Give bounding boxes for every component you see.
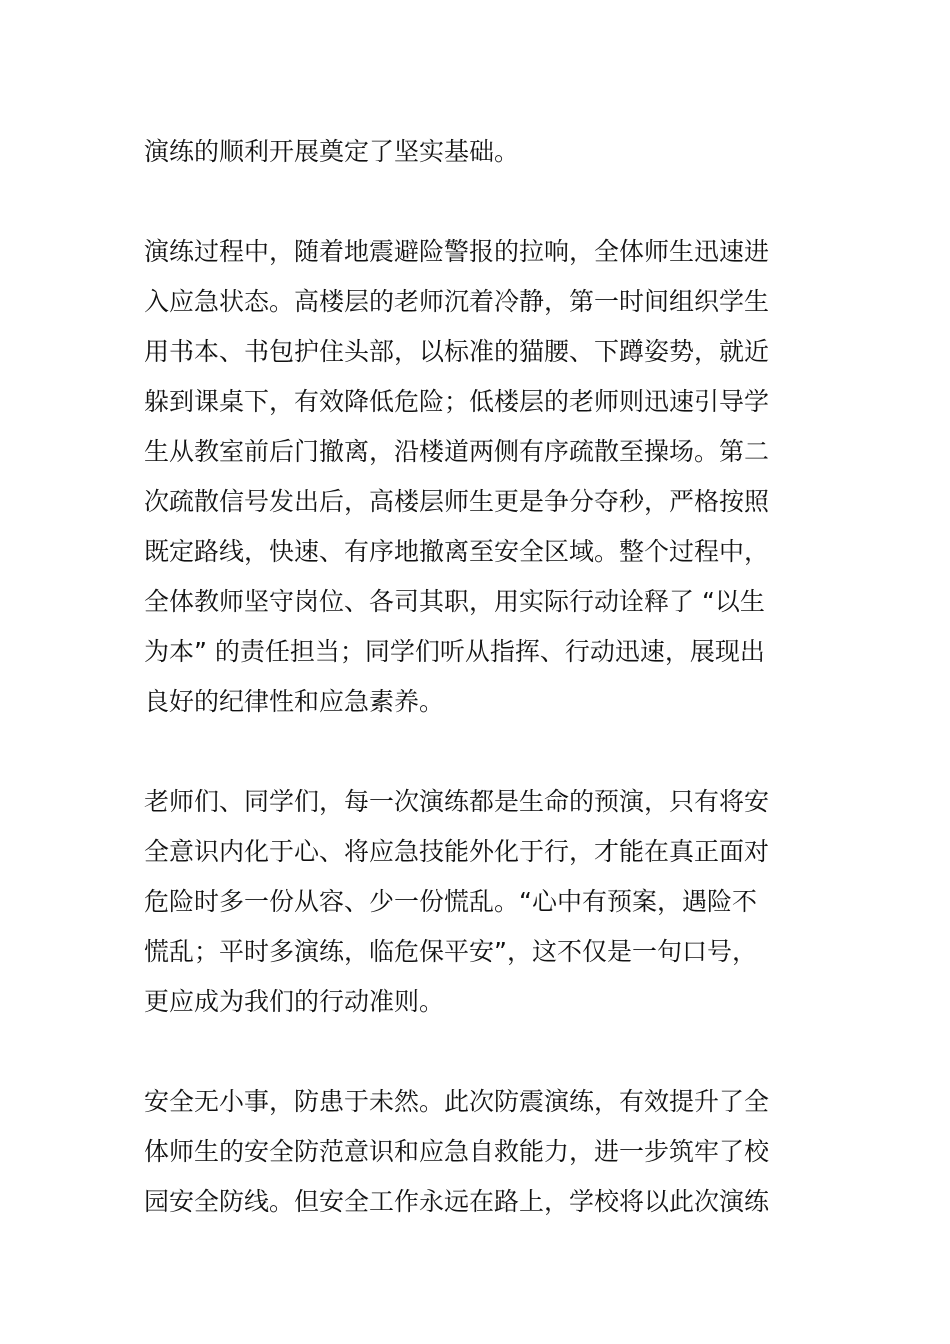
text-line: 老师们、同学们，每一次演练都是生命的预演，只有将安	[144, 787, 770, 816]
paragraph-4	[144, 1077, 808, 1227]
text-line: 演练的顺利开展奠定了坚实基础。	[144, 137, 520, 166]
text-line: 既定路线，快速、有序地撤离至安全区域。整个过程中，	[144, 537, 770, 566]
text-line: 入应急状态。高楼层的老师沉着冷静，第一时间组织学生	[144, 287, 770, 316]
text-line: 躲到课桌下，有效降低危险；低楼层的老师则迅速引导学	[144, 387, 770, 416]
text-line: 全意识内化于心、将应急技能外化于行，才能在真正面对	[144, 837, 770, 866]
paragraph-2	[144, 227, 808, 727]
paragraph-1	[144, 127, 808, 177]
text-line: 演练过程中，随着地震避险警报的拉响，全体师生迅速进	[144, 237, 770, 266]
text-line: 园安全防线。但安全工作永远在路上，学校将以此次演练	[144, 1187, 770, 1216]
text-line: 更应成为我们的行动准则。	[144, 987, 445, 1016]
text-line: 全体教师坚守岗位、各司其职，用实际行动诠释了 “以生	[144, 587, 765, 616]
paragraph-3	[144, 777, 808, 1027]
text-line: 用书本、书包护住头部，以标准的猫腰、下蹲姿势，就近	[144, 337, 770, 366]
document-body	[144, 127, 808, 1277]
text-line: 危险时多一份从容、少一份慌乱。“心中有预案，遇险不	[144, 887, 757, 916]
text-line: 体师生的安全防范意识和应急自救能力，进一步筑牢了校	[144, 1137, 770, 1166]
text-line: 为本” 的责任担当；同学们听从指挥、行动迅速，展现出	[144, 637, 765, 666]
text-line: 次疏散信号发出后，高楼层师生更是争分夺秒，严格按照	[144, 487, 770, 516]
text-line: 良好的纪律性和应急素养。	[144, 687, 445, 716]
text-line: 慌乱；平时多演练，临危保平安”，这不仅是一句口号，	[144, 937, 757, 966]
text-line: 安全无小事，防患于未然。此次防震演练，有效提升了全	[144, 1087, 770, 1116]
text-line: 生从教室前后门撤离，沿楼道两侧有序疏散至操场。第二	[144, 437, 770, 466]
